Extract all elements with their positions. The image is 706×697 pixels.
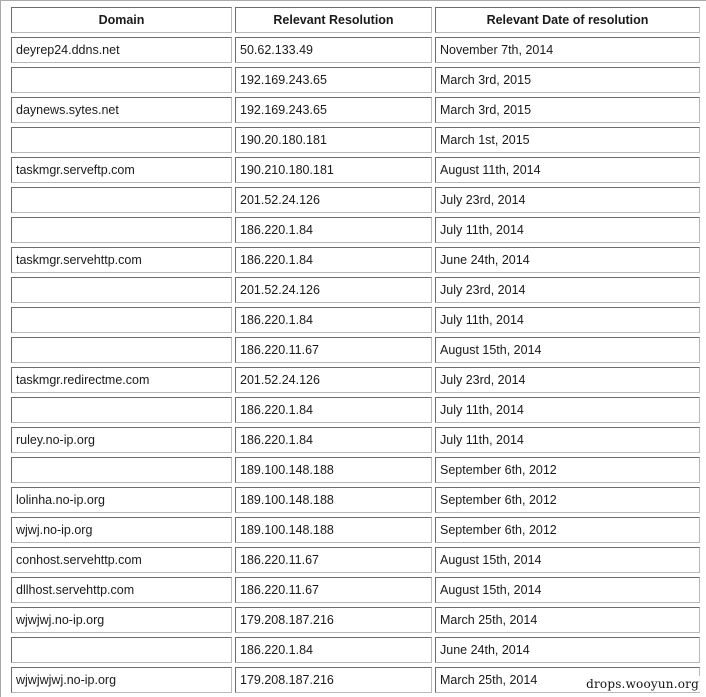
domain-cell — [11, 637, 232, 663]
domain-cell: deyrep24.ddns.net — [11, 37, 232, 63]
date-cell: July 11th, 2014 — [435, 397, 700, 423]
domain-cell — [11, 307, 232, 333]
domain-cell: ruley.no-ip.org — [11, 427, 232, 453]
date-cell: June 24th, 2014 — [435, 637, 700, 663]
date-cell: March 3rd, 2015 — [435, 97, 700, 123]
domain-cell — [11, 187, 232, 213]
resolution-cell: 186.220.1.84 — [235, 307, 432, 333]
domain-cell — [11, 217, 232, 243]
domain-cell — [11, 127, 232, 153]
resolution-cell: 189.100.148.188 — [235, 487, 432, 513]
domain-cell: taskmgr.redirectme.com — [11, 367, 232, 393]
resolution-cell: 50.62.133.49 — [235, 37, 432, 63]
domain-cell: conhost.servehttp.com — [11, 547, 232, 573]
date-cell: March 3rd, 2015 — [435, 67, 700, 93]
resolution-cell: 192.169.243.65 — [235, 67, 432, 93]
resolution-cell: 190.20.180.181 — [235, 127, 432, 153]
domain-cell: wjwjwjwj.no-ip.org — [11, 667, 232, 693]
resolution-cell: 186.220.1.84 — [235, 397, 432, 423]
domain-cell — [11, 67, 232, 93]
column-header-resolution: Relevant Resolution — [235, 7, 432, 33]
date-cell: March 25th, 2014 — [435, 607, 700, 633]
resolution-cell: 186.220.1.84 — [235, 217, 432, 243]
resolution-table — [11, 7, 701, 693]
resolution-cell: 186.220.1.84 — [235, 247, 432, 273]
date-cell: July 23rd, 2014 — [435, 367, 700, 393]
date-cell: September 6th, 2012 — [435, 457, 700, 483]
resolution-cell: 179.208.187.216 — [235, 607, 432, 633]
resolution-cell: 189.100.148.188 — [235, 517, 432, 543]
resolution-cell: 186.220.11.67 — [235, 547, 432, 573]
date-cell: July 11th, 2014 — [435, 307, 700, 333]
domain-cell: wjwj.no-ip.org — [11, 517, 232, 543]
date-cell: July 23rd, 2014 — [435, 187, 700, 213]
resolution-cell: 190.210.180.181 — [235, 157, 432, 183]
resolution-cell: 179.208.187.216 — [235, 667, 432, 693]
date-cell: September 6th, 2012 — [435, 487, 700, 513]
date-cell: July 11th, 2014 — [435, 427, 700, 453]
domain-cell — [11, 397, 232, 423]
resolution-cell: 201.52.24.126 — [235, 367, 432, 393]
domain-cell — [11, 277, 232, 303]
date-cell: August 15th, 2014 — [435, 547, 700, 573]
date-cell: March 25th, 2014 — [435, 667, 700, 693]
resolution-cell: 189.100.148.188 — [235, 457, 432, 483]
resolution-cell: 201.52.24.126 — [235, 277, 432, 303]
domain-cell: taskmgr.servehttp.com — [11, 247, 232, 273]
column-header-date: Relevant Date of resolution — [435, 7, 700, 33]
date-cell: July 23rd, 2014 — [435, 277, 700, 303]
date-cell: July 11th, 2014 — [435, 217, 700, 243]
column-header-domain: Domain — [11, 7, 232, 33]
resolution-cell: 186.220.11.67 — [235, 337, 432, 363]
date-cell: March 1st, 2015 — [435, 127, 700, 153]
domain-cell: dllhost.servehttp.com — [11, 577, 232, 603]
domain-cell: wjwjwj.no-ip.org — [11, 607, 232, 633]
resolution-cell: 186.220.11.67 — [235, 577, 432, 603]
date-cell: August 11th, 2014 — [435, 157, 700, 183]
date-cell: September 6th, 2012 — [435, 517, 700, 543]
domain-cell — [11, 457, 232, 483]
date-cell: August 15th, 2014 — [435, 337, 700, 363]
date-cell: November 7th, 2014 — [435, 37, 700, 63]
date-cell: June 24th, 2014 — [435, 247, 700, 273]
resolution-cell: 192.169.243.65 — [235, 97, 432, 123]
resolution-cell: 201.52.24.126 — [235, 187, 432, 213]
watermark-text: drops.wooyun.org — [586, 677, 699, 691]
domain-cell: taskmgr.serveftp.com — [11, 157, 232, 183]
resolution-cell: 186.220.1.84 — [235, 427, 432, 453]
resolution-cell: 186.220.1.84 — [235, 637, 432, 663]
date-cell: August 15th, 2014 — [435, 577, 700, 603]
domain-cell: lolinha.no-ip.org — [11, 487, 232, 513]
domain-cell — [11, 337, 232, 363]
domain-cell: daynews.sytes.net — [11, 97, 232, 123]
